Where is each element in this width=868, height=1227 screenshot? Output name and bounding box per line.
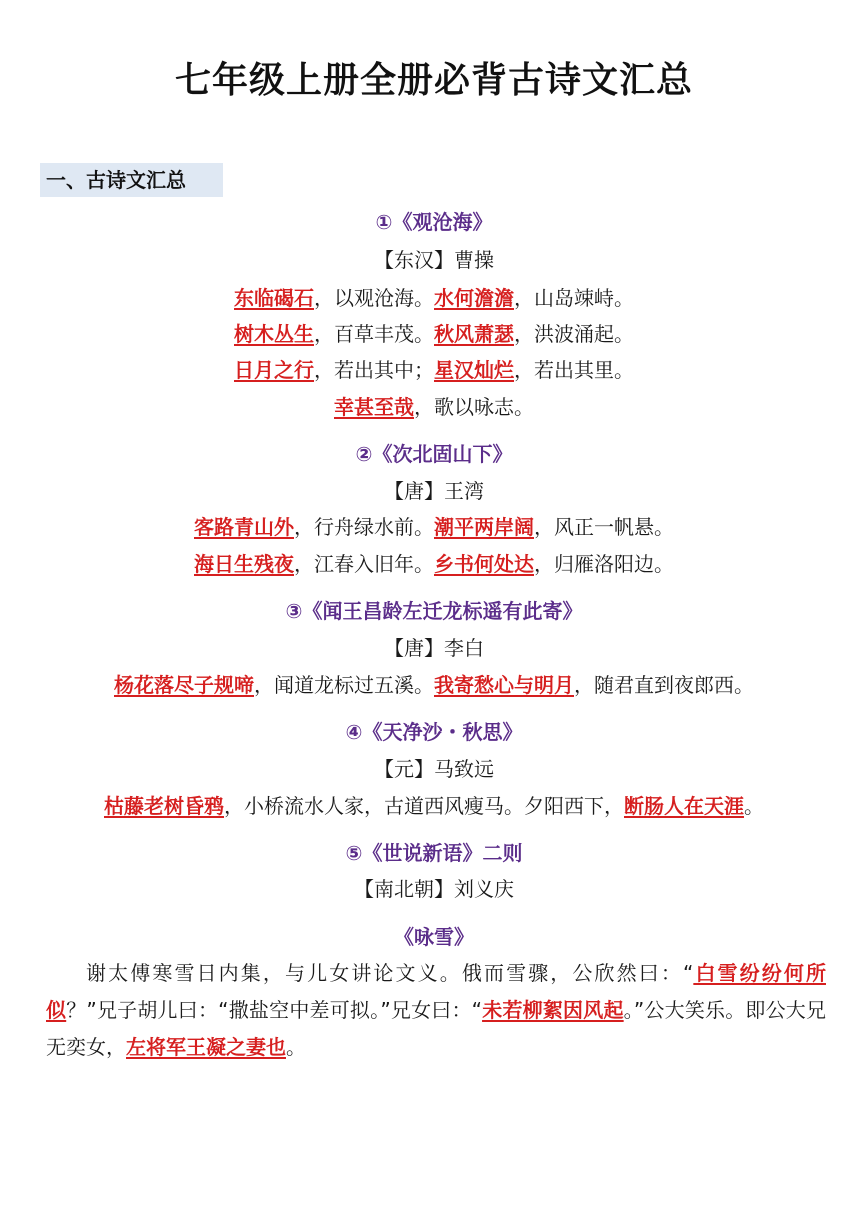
poem-title: ③《闻王昌龄左迁龙标遥有此寄》 (285, 599, 583, 623)
prose-text: 。 (286, 1035, 306, 1059)
prose-text: 谢太傅寒雪日内集，与儿女讲论文义。俄而雪骤，公欣然曰：“ (86, 961, 694, 985)
line-text: ，归雁洛阳边。 (534, 552, 674, 576)
line-text: ，风正一帆悬。 (534, 515, 674, 539)
line-text: ，山岛竦峙。 (514, 286, 634, 310)
section-heading: 一、古诗文汇总 (40, 163, 223, 197)
line-text: ，小桥流水人家，古道西风瘦马。夕阳西下， (224, 794, 624, 818)
poem-line (0, 284, 868, 312)
highlight-text: 白雪纷纷何所似 (46, 961, 826, 1022)
poem-title: ②《次北固山下》 (355, 442, 513, 466)
highlight-text: 树木丛生 (234, 322, 314, 346)
poem-author: 【南北朝】刘义庆 (354, 877, 514, 901)
line-text: ，随君直到夜郎西。 (574, 673, 754, 697)
line-text: 。 (744, 794, 764, 818)
poem-line (0, 393, 868, 421)
highlight-text: 我寄愁心与明月 (434, 673, 574, 697)
poem-author: 【唐】王湾 (384, 479, 484, 503)
poem-line (0, 320, 868, 348)
poem-author: 【元】马致远 (374, 757, 494, 781)
highlight-text: 乡书何处达 (434, 552, 534, 576)
highlight-text: 星汉灿烂 (434, 358, 514, 382)
poem-author: 【东汉】曹操 (374, 248, 494, 272)
poem-author: 【唐】李白 (384, 636, 484, 660)
highlight-text: 幸甚至哉 (334, 395, 414, 419)
highlight-text: 左将军王凝之妻也 (126, 1035, 286, 1059)
prose-text: ？”兄子胡儿曰：“撒盐空中差可拟。”兄女曰：“ (66, 998, 483, 1022)
poem-title: ⑤《世说新语》二则 (345, 841, 523, 865)
subtitle: 《咏雪》 (394, 925, 474, 949)
poem-line (0, 671, 868, 699)
highlight-text: 日月之行 (234, 358, 314, 382)
poem-line (0, 356, 868, 384)
line-text: ，歌以咏志。 (414, 395, 534, 419)
line-text: ，若出其里。 (514, 358, 634, 382)
line-text: ，若出其中； (314, 358, 434, 382)
poem-line (0, 550, 868, 578)
highlight-text: 枯藤老树昏鸦 (104, 794, 224, 818)
highlight-text: 客路青山外 (194, 515, 294, 539)
poem-title: ④《天净沙・秋思》 (345, 720, 523, 744)
highlight-text: 海日生残夜 (194, 552, 294, 576)
highlight-text: 水何澹澹 (434, 286, 514, 310)
highlight-text: 断肠人在天涯 (624, 794, 744, 818)
prose-block (46, 955, 826, 1066)
poem-title: ①《观沧海》 (375, 210, 493, 234)
poem-line (0, 513, 868, 541)
highlight-text: 杨花落尽子规啼 (114, 673, 254, 697)
poem-line (0, 792, 868, 820)
line-text: ，洪波涌起。 (514, 322, 634, 346)
page-title: 七年级上册全册必背古诗文汇总 (174, 60, 693, 101)
prose-text: 。”公大笑乐。即公大兄无奕女， (46, 998, 827, 1059)
line-text: ，闻道龙标过五溪。 (254, 673, 434, 697)
line-text: ，江春入旧年。 (294, 552, 434, 576)
line-text: ，以观沧海。 (314, 286, 434, 310)
highlight-text: 东临碣石 (234, 286, 314, 310)
highlight-text: 未若柳絮因风起 (482, 998, 624, 1022)
highlight-text: 潮平两岸阔 (434, 515, 534, 539)
highlight-text: 秋风萧瑟 (434, 322, 514, 346)
line-text: ，百草丰茂。 (314, 322, 434, 346)
line-text: ，行舟绿水前。 (294, 515, 434, 539)
